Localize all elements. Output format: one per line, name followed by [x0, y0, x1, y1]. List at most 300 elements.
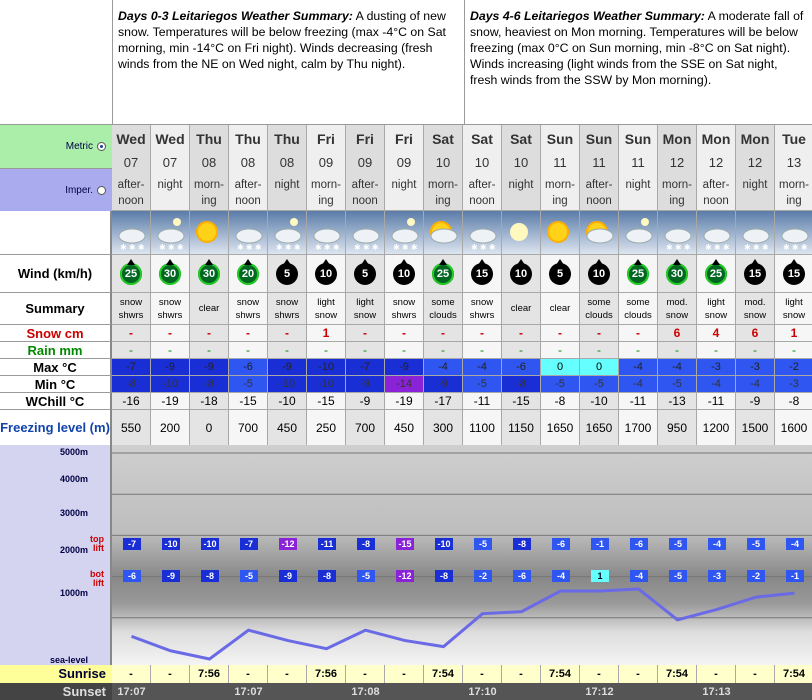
- max-temp-cell: -10: [307, 359, 346, 376]
- wind-arrow-icon: 5: [549, 263, 571, 285]
- wchill-cell: -8: [541, 393, 580, 410]
- rain-cell: -: [697, 342, 736, 359]
- summary-cell: light snow: [775, 293, 812, 325]
- snow-cloud-icon: [229, 212, 267, 254]
- wind-arrow-icon: 30: [198, 263, 220, 285]
- metric-toggle[interactable]: [0, 125, 112, 169]
- wind-cell: [190, 255, 229, 293]
- summary-cell: clear: [541, 293, 580, 325]
- alt-5000: 5000m: [59, 447, 88, 457]
- day-name: Thu: [196, 131, 222, 147]
- min-temp-cell: -4: [619, 376, 658, 393]
- column-header[interactable]: [775, 125, 812, 211]
- summary-spacer: [0, 0, 112, 124]
- top-lift-temp: -10: [435, 538, 453, 550]
- wchill-cell: -19: [385, 393, 424, 410]
- alt-4000: 4000m: [59, 474, 88, 484]
- day-name: Wed: [155, 131, 185, 147]
- column-header[interactable]: [697, 125, 736, 211]
- day-date: 08: [240, 155, 256, 170]
- freezing-cell: 700: [229, 410, 268, 446]
- bot-lift-temp: -4: [630, 570, 648, 582]
- weather-icon-cell: [502, 211, 541, 255]
- min-temp-cell: -4: [697, 376, 736, 393]
- wind-cell: [502, 255, 541, 293]
- sun-cloud-icon: [424, 212, 462, 254]
- wind-cell: [541, 255, 580, 293]
- column-header[interactable]: [307, 125, 346, 211]
- day-name: Fri: [395, 131, 413, 147]
- weather-icon-cell: [151, 211, 190, 255]
- snow-cell: -: [268, 325, 307, 342]
- sunset-label: Sunset: [0, 683, 112, 700]
- rain-cell: -: [619, 342, 658, 359]
- sunrise-cell: 7:54: [424, 665, 463, 683]
- day-period: night: [157, 179, 183, 191]
- summary-right-title: Days 4-6 Leitariegos Weather Summary:: [470, 9, 705, 23]
- wind-cell: [736, 255, 775, 293]
- wind-cell: [385, 255, 424, 293]
- wind-cell: [697, 255, 736, 293]
- min-temp-cell: -14: [385, 376, 424, 393]
- day-date: 09: [396, 155, 412, 170]
- weather-icon-cell: [580, 211, 619, 255]
- rain-cell: -: [229, 342, 268, 359]
- freezing-row: [0, 410, 812, 446]
- metric-radio-icon[interactable]: [97, 142, 106, 151]
- column-header[interactable]: [502, 125, 541, 211]
- day-period: morn-ing: [310, 179, 342, 207]
- top-lift-temp: -1: [591, 538, 609, 550]
- svg-text:✱ ✱ ✱: ✱ ✱ ✱: [159, 242, 184, 252]
- bot-lift-temp: -8: [318, 570, 336, 582]
- column-header[interactable]: [346, 125, 385, 211]
- forecast-table: [0, 124, 812, 445]
- snow-cell: -: [619, 325, 658, 342]
- max-temp-cell: 0: [541, 359, 580, 376]
- weather-icon-cell: [112, 211, 151, 255]
- wchill-cell: -15: [502, 393, 541, 410]
- sunrise-cell: 7:54: [775, 665, 812, 683]
- sun-times: [0, 665, 812, 700]
- day-date: 08: [279, 155, 295, 170]
- snow-icon: [697, 212, 735, 254]
- min-temp-cell: -8: [190, 376, 229, 393]
- wind-arrow-icon: 15: [744, 263, 766, 285]
- weather-icon-cell: [385, 211, 424, 255]
- rain-cell: -: [736, 342, 775, 359]
- max-temp-cell: -9: [385, 359, 424, 376]
- rain-cell: -: [775, 342, 812, 359]
- day-date: 11: [592, 155, 606, 170]
- sunset-cell: 17:10: [463, 683, 502, 700]
- freezing-cell: 250: [307, 410, 346, 446]
- min-temp-cell: -5: [541, 376, 580, 393]
- sunrise-cell: -: [151, 665, 190, 683]
- min-temp-cell: -5: [229, 376, 268, 393]
- column-header[interactable]: [736, 125, 775, 211]
- wchill-cell: -9: [346, 393, 385, 410]
- wind-arrow-icon: 25: [120, 263, 142, 285]
- top-lift-temp: -8: [357, 538, 375, 550]
- snow-cloud-icon: [463, 212, 501, 254]
- bot-lift-temp: -5: [669, 570, 687, 582]
- freezing-level-line: [132, 589, 795, 659]
- column-header[interactable]: [112, 125, 151, 211]
- day-date: 10: [474, 155, 490, 170]
- day-date: 11: [631, 155, 645, 170]
- freezing-cell: 450: [268, 410, 307, 446]
- sunrise-label: Sunrise: [0, 665, 112, 683]
- freezing-cell: 950: [658, 410, 697, 446]
- wind-arrow-icon: 10: [588, 263, 610, 285]
- column-header[interactable]: [463, 125, 502, 211]
- sunrise-cell: -: [697, 665, 736, 683]
- alt-1000: 1000m: [59, 588, 88, 598]
- summary-left-title: Days 0-3 Leitariegos Weather Summary:: [118, 9, 353, 23]
- summary-days-0-3: [112, 0, 464, 124]
- weather-icon-cell: [229, 211, 268, 255]
- top-lift-temp: -4: [786, 538, 804, 550]
- wind-cell: [658, 255, 697, 293]
- wchill-cell: -11: [619, 393, 658, 410]
- column-header[interactable]: [151, 125, 190, 211]
- freezing-label: Freezing level (m): [0, 410, 112, 446]
- icon-row: [0, 211, 812, 255]
- wchill-cell: -11: [697, 393, 736, 410]
- snow-cell: 4: [697, 325, 736, 342]
- summary-cell: snow shwrs: [268, 293, 307, 325]
- freezing-cell: 1150: [502, 410, 541, 446]
- top-lift-temp: -4: [708, 538, 726, 550]
- weather-icon-cell: [190, 211, 229, 255]
- wchill-label: WChill °C: [0, 393, 112, 410]
- rain-cell: -: [541, 342, 580, 359]
- bot-lift-temp: -3: [708, 570, 726, 582]
- bot-lift-temp: -1: [786, 570, 804, 582]
- freezing-cell: 1200: [697, 410, 736, 446]
- rain-label: Rain mm: [0, 342, 112, 359]
- wind-arrow-icon: 25: [432, 263, 454, 285]
- min-temp-cell: -10: [268, 376, 307, 393]
- snow-cell: 6: [736, 325, 775, 342]
- bot-lift-temp: -6: [513, 570, 531, 582]
- wchill-cell: -11: [463, 393, 502, 410]
- alt-2000: 2000m: [59, 545, 88, 555]
- sunset-cell: [502, 683, 541, 700]
- day-period: night: [625, 179, 651, 191]
- max-temp-cell: -9: [190, 359, 229, 376]
- column-header[interactable]: [385, 125, 424, 211]
- wind-row: [0, 255, 812, 293]
- day-date: 09: [318, 155, 334, 170]
- metric-label: Metric: [65, 141, 93, 152]
- min-temp-cell: -5: [580, 376, 619, 393]
- sunset-cell: 17:07: [112, 683, 151, 700]
- snow-cloud-icon: [112, 212, 150, 254]
- min-temp-cell: -8: [112, 376, 151, 393]
- rain-cell: -: [268, 342, 307, 359]
- summary-right-text: A moderate fall of snow, heaviest on Mon morning. Temperatures will be below freezing (max 0°C on Sun morning, min -8°C on Sat night). Winds increasing (light winds from the SSE on Sat night, fresh winds from the SSW by Mon morning).: [470, 9, 804, 87]
- weather-icon-cell: [658, 211, 697, 255]
- freezing-cell: 700: [346, 410, 385, 446]
- summary-cell: light snow: [307, 293, 346, 325]
- sunset-cell: 17:13: [697, 683, 736, 700]
- column-header[interactable]: [658, 125, 697, 211]
- sunset-cell: [385, 683, 424, 700]
- bot-lift-temp: -5: [357, 570, 375, 582]
- freezing-cell: 1100: [463, 410, 502, 446]
- snow-cell: -: [190, 325, 229, 342]
- summary-row: [0, 293, 812, 325]
- freezing-level-chart: [112, 445, 812, 665]
- weather-icon-cell: [463, 211, 502, 255]
- column-header[interactable]: [268, 125, 307, 211]
- snow-cloud-night-icon: [385, 212, 423, 254]
- max-temp-cell: -4: [658, 359, 697, 376]
- freezing-cell: 300: [424, 410, 463, 446]
- chart-svg: [112, 445, 812, 665]
- rain-cell: -: [112, 342, 151, 359]
- snow-cell: 1: [775, 325, 812, 342]
- snow-row: [0, 325, 812, 342]
- wind-arrow-icon: 25: [627, 263, 649, 285]
- max-temp-cell: -6: [229, 359, 268, 376]
- max-label: Max °C: [0, 359, 112, 376]
- sun-icon: [190, 212, 228, 254]
- wind-arrow-icon: 5: [354, 263, 376, 285]
- top-lift-temp: -6: [630, 538, 648, 550]
- weather-icon-cell: [307, 211, 346, 255]
- wchill-cell: -13: [658, 393, 697, 410]
- day-date: 09: [357, 155, 373, 170]
- freezing-cell: 1650: [580, 410, 619, 446]
- weather-summary: [0, 0, 812, 124]
- bot-lift-temp: -9: [162, 570, 180, 582]
- day-date: 13: [786, 155, 802, 170]
- imperial-radio-icon[interactable]: [97, 186, 106, 195]
- max-temp-cell: -4: [424, 359, 463, 376]
- snow-cell: -: [385, 325, 424, 342]
- summary-label: Summary: [0, 293, 112, 325]
- day-name: Sun: [624, 131, 652, 147]
- day-name: Sat: [510, 131, 532, 147]
- column-header[interactable]: [619, 125, 658, 211]
- wind-cell: [619, 255, 658, 293]
- bot-lift-temp: -8: [201, 570, 219, 582]
- wind-cell: [424, 255, 463, 293]
- top-lift-temp: -8: [513, 538, 531, 550]
- snow-icon: [658, 212, 696, 254]
- day-name: Tue: [782, 131, 806, 147]
- freezing-cell: 1500: [736, 410, 775, 446]
- alt-3000: 3000m: [59, 508, 88, 518]
- max-temp-cell: -4: [619, 359, 658, 376]
- summary-cell: clear: [502, 293, 541, 325]
- freezing-cell: 200: [151, 410, 190, 446]
- day-period: after-noon: [117, 179, 145, 207]
- bot-lift-temp: 1: [591, 570, 609, 582]
- summary-cell: light snow: [346, 293, 385, 325]
- snow-icon: [346, 212, 384, 254]
- rain-cell: -: [385, 342, 424, 359]
- day-name: Thu: [274, 131, 300, 147]
- svg-text:✱ ✱ ✱: ✱ ✱ ✱: [783, 242, 808, 252]
- wchill-cell: -10: [580, 393, 619, 410]
- day-period: morn-ing: [778, 179, 810, 207]
- freezing-cell: 550: [112, 410, 151, 446]
- top-lift-temp: -15: [396, 538, 414, 550]
- freezing-cell: 1600: [775, 410, 812, 446]
- min-label: Min °C: [0, 376, 112, 393]
- sunrise-cell: -: [619, 665, 658, 683]
- freezing-cell: 1700: [619, 410, 658, 446]
- wind-arrow-icon: 15: [783, 263, 805, 285]
- top-lift-temp: -10: [201, 538, 219, 550]
- wind-cell: [775, 255, 812, 293]
- snow-cell: -: [502, 325, 541, 342]
- day-period: night: [508, 179, 534, 191]
- snow-cell: -: [541, 325, 580, 342]
- wchill-cell: -18: [190, 393, 229, 410]
- sunrise-cell: -: [268, 665, 307, 683]
- wchill-cell: -17: [424, 393, 463, 410]
- rain-cell: -: [190, 342, 229, 359]
- sunrise-cell: -: [580, 665, 619, 683]
- max-temp-cell: -4: [463, 359, 502, 376]
- column-header[interactable]: [424, 125, 463, 211]
- column-header[interactable]: [190, 125, 229, 211]
- summary-cell: mod. snow: [658, 293, 697, 325]
- summary-cell: some clouds: [580, 293, 619, 325]
- snow-cell: 6: [658, 325, 697, 342]
- bot-lift-temp: -12: [396, 570, 414, 582]
- weather-icon-cell: [619, 211, 658, 255]
- wind-label: Wind (km/h): [0, 255, 112, 293]
- max-temp-cell: -3: [697, 359, 736, 376]
- day-period: after-noon: [702, 179, 730, 207]
- top-lift-label: top lift: [90, 534, 104, 553]
- snow-cloud-night-icon: [268, 212, 306, 254]
- sunset-cell: 17:12: [580, 683, 619, 700]
- weather-icon-cell: [736, 211, 775, 255]
- sunset-cell: [190, 683, 229, 700]
- day-date: 12: [747, 155, 763, 170]
- day-period: after-noon: [468, 179, 496, 207]
- top-lift-temp: -5: [669, 538, 687, 550]
- day-period: morn-ing: [427, 179, 459, 207]
- wind-arrow-icon: 10: [393, 263, 415, 285]
- wind-cell: [112, 255, 151, 293]
- day-period: after-noon: [234, 179, 262, 207]
- wind-arrow-icon: 25: [705, 263, 727, 285]
- freezing-cell: 1650: [541, 410, 580, 446]
- svg-text:✱ ✱ ✱: ✱ ✱ ✱: [705, 242, 730, 252]
- day-date: 11: [553, 155, 567, 170]
- top-lift-temp: -7: [123, 538, 141, 550]
- rain-cell: -: [463, 342, 502, 359]
- sunset-cell: [775, 683, 812, 700]
- bot-lift-temp: -5: [240, 570, 258, 582]
- min-temp-cell: -5: [463, 376, 502, 393]
- bot-lift-temp: -4: [552, 570, 570, 582]
- day-period: after-noon: [351, 179, 379, 207]
- summary-cell: some clouds: [424, 293, 463, 325]
- sunrise-cell: 7:54: [658, 665, 697, 683]
- day-period: morn-ing: [193, 179, 225, 207]
- weather-icon-cell: [775, 211, 812, 255]
- weather-icon-cell: [424, 211, 463, 255]
- column-header[interactable]: [229, 125, 268, 211]
- day-date: 08: [201, 155, 217, 170]
- sunrise-row: [0, 665, 812, 683]
- rain-cell: -: [658, 342, 697, 359]
- summary-cell: mod. snow: [736, 293, 775, 325]
- imperial-label: Imper.: [65, 184, 93, 196]
- sunset-cell: [658, 683, 697, 700]
- weather-icon-cell: [541, 211, 580, 255]
- sunrise-cell: -: [229, 665, 268, 683]
- freezing-cell: 450: [385, 410, 424, 446]
- imperial-toggle[interactable]: [0, 169, 112, 211]
- day-name: Sun: [546, 131, 574, 147]
- day-name: Sat: [432, 131, 454, 147]
- summary-cell: clear: [190, 293, 229, 325]
- summary-cell: snow shwrs: [385, 293, 424, 325]
- wind-cell: [307, 255, 346, 293]
- day-name: Thu: [235, 131, 261, 147]
- bot-lift-temp: -6: [123, 570, 141, 582]
- svg-text:✱ ✱ ✱: ✱ ✱ ✱: [315, 242, 340, 252]
- snow-cell: -: [151, 325, 190, 342]
- day-period: night: [742, 179, 768, 191]
- snow-icon: [307, 212, 345, 254]
- day-period: morn-ing: [544, 179, 576, 207]
- rain-cell: -: [151, 342, 190, 359]
- wind-cell: [580, 255, 619, 293]
- alt-sea-level: sea-level: [49, 655, 88, 665]
- top-lift-temp: -12: [279, 538, 297, 550]
- day-period: night: [274, 179, 300, 191]
- min-temp-cell: -5: [658, 376, 697, 393]
- sunset-cell: [736, 683, 775, 700]
- min-temp-cell: -10: [307, 376, 346, 393]
- column-header[interactable]: [541, 125, 580, 211]
- weather-icon-cell: [697, 211, 736, 255]
- day-name: Sat: [471, 131, 493, 147]
- wind-cell: [463, 255, 502, 293]
- sunset-row: [0, 683, 812, 700]
- wind-chill-row: [0, 393, 812, 410]
- sunrise-cell: 7:56: [307, 665, 346, 683]
- max-temp-cell: -9: [268, 359, 307, 376]
- min-temp-cell: -4: [736, 376, 775, 393]
- min-temp-cell: -9: [424, 376, 463, 393]
- day-name: Mon: [701, 131, 731, 147]
- wind-arrow-icon: 10: [510, 263, 532, 285]
- wind-arrow-icon: 30: [666, 263, 688, 285]
- summary-left-text: A dusting of new snow. Temperatures will be below freezing (max -4°C on Sat morning, min -14°C on Fri night). Winds decreasing (fresh winds from the NE on Wed night, calm by Thu night).: [118, 9, 446, 71]
- header-row: [0, 125, 812, 211]
- min-temp-row: [0, 376, 812, 393]
- sunset-cell: [541, 683, 580, 700]
- column-header[interactable]: [580, 125, 619, 211]
- rain-row: [0, 342, 812, 359]
- snow-cell: 1: [307, 325, 346, 342]
- rain-cell: -: [346, 342, 385, 359]
- day-date: 12: [669, 155, 685, 170]
- snow-cell: -: [463, 325, 502, 342]
